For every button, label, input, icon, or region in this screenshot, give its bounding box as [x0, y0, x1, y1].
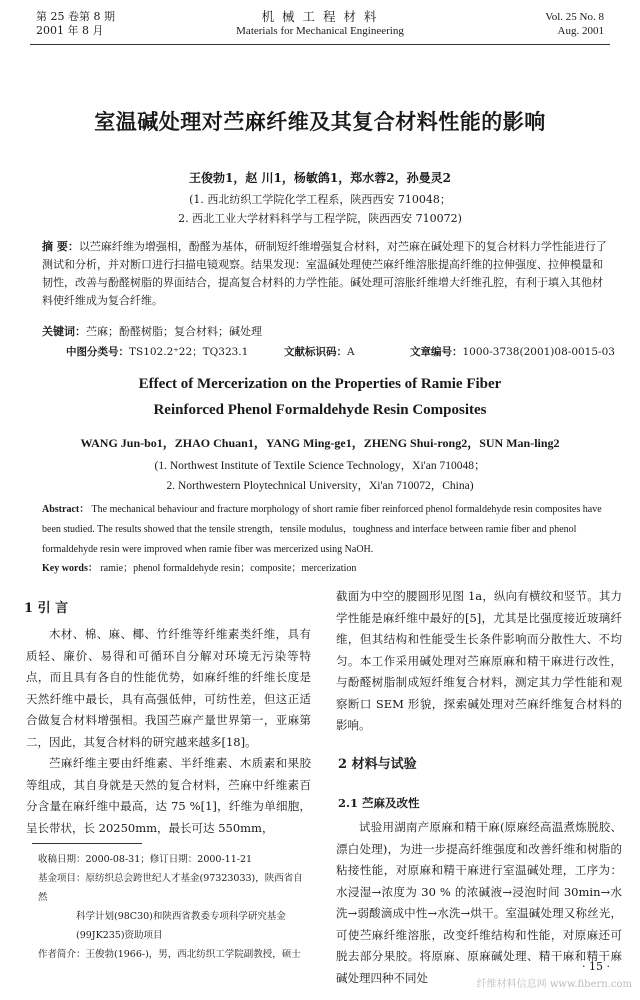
abstract-cn-label: 摘 要： — [42, 240, 79, 253]
right-column-body-2 — [336, 817, 622, 989]
intro-paragraph-3: 截面为中空的腰圆形见图 1a，纵向有横纹和竖节。其力学性能是麻纤维中最好的[5]，尤其是比强度接近玻璃纤维，但其结构和性能受生长条件影响而分散性大、不均匀。本工作采用碱处理对苎麻原麻和精干麻进行改性，与酚醛树脂制成短纤维复合材料，测定其力学性能和观察断口 SEM 形貌，探索碱处理对苎麻纤维复合材料的影响。 — [336, 589, 622, 732]
intro-paragraph-1: 木材、棉、麻、椰、竹纤维等纤维素类纤维，具有质轻、廉价、易得和可循环自分解对环境无污染等特点，而且具有各自的性能优势，如麻纤维的纤维长度是天然纤维中最长，具有高强低伸，可纺性差，但这正适合做复合材料增强相。我国苎麻产量世界第一，亚麻第二，因此，其复合材料的研究越来越多[18]。 — [26, 627, 311, 749]
abstract-en-label: Abstract： — [42, 504, 90, 515]
code-value: A — [347, 346, 355, 358]
materials-paragraph: 试验用湖南产原麻和精干麻(原麻经高温煮炼脱胶、漂白处理)，为进一步提高纤维强度和改善纤维和树脂的粘接性能，对原麻和精干麻进行室温碱处理，工序为：水浸湿→浓度为 30 % 的浓碱液→浸泡时间 30min→水洗→弱酸滴成中性→水洗→烘干。室温碱处理又称丝光，可使苎麻纤维溶胀，改变纤维结构和性能，对原麻还可脱去部分果胶。将原麻、原麻碱处理、精干麻和精干麻碱处理四种不同处 — [336, 820, 622, 985]
affiliation-cn-2: 2. 西北工业大学材料科学与工程学院，陕西西安 710072) — [178, 212, 462, 225]
journal-name-en: Materials for Mechanical Engineering — [236, 25, 404, 37]
journal-date-line: 2001 年 8 月 — [36, 24, 104, 37]
keywords-en-text: ramie；phenol formaldehyde resin；composite；mercerization — [100, 563, 357, 574]
subsection-2-1-title: 2.1 苎麻及改性 — [338, 796, 420, 810]
watermark: 纤维材料信息网 www.fibern.com — [476, 979, 632, 990]
footnote-funding: 基金项目：原纺织总会跨世纪人才基金(97323033)，陕西省自然 — [38, 873, 303, 903]
code-label: 文献标识码： — [284, 346, 347, 358]
id-value: 1000-3738(2001)08-0015-03 — [462, 346, 615, 358]
journal-volume-line: 第 25 卷第 8 期 — [36, 10, 115, 23]
keywords-en-label: Key words： — [42, 563, 98, 574]
footnote-author: 作者简介：王俊勃(1966-)，男，西北纺织工学院副教授，硕士 — [38, 949, 301, 960]
class-value: TS102.2⁺22；TQ323.1 — [129, 346, 249, 358]
abstract-cn-text: 以苎麻纤维为增强相，酚醛为基体，研制短纤维增强复合材料，对苎麻在碱处理下的复合材料力学性能进行了测试和分析，并对断口进行扫描电镜观察。结果发现：室温碱处理使苎麻纤维溶胀提高纤维的拉伸强度、拉伸模量和韧性，改善与酚醛树脂的界面结合，提高复合材料的力学性能。碱处理可溶胀纤维增大纤维孔腔，有利于填入其他材料使纤维成为复合纤维。 — [42, 240, 607, 307]
keywords-cn — [42, 323, 610, 341]
journal-name-cn: 机 械 工 程 材 料 — [261, 9, 379, 24]
document-code — [284, 344, 355, 359]
journal-issue-line: Vol. 25 No. 8 — [545, 11, 604, 23]
journal-name — [0, 10, 640, 38]
id-label: 文章编号： — [410, 346, 463, 358]
header-rule — [30, 44, 610, 45]
authors-en: WANG Jun-bo1，ZHAO Chuan1，YANG Ming-ge1，ZHENG Shui-rong2，SUN Man-ling2 — [80, 436, 560, 450]
section-2-title: 2 材料与试验 — [338, 757, 417, 772]
journal-issue — [545, 10, 604, 38]
affiliation-en-2: 2. Northwestern Ploytechnical University，Xi'an 710072，China) — [166, 480, 474, 492]
affiliation-cn-1: (1. 西北纺织工学院化学工程系，陕西西安 710048； — [189, 193, 451, 206]
left-column-body — [26, 624, 311, 839]
paper-title-en-line2: Reinforced Phenol Formaldehyde Resin Composites — [153, 402, 487, 418]
affiliation-en-1: (1. Northwest Institute of Textile Science Technology，Xi'an 710048； — [154, 460, 486, 472]
keywords-cn-text: 苎麻；酚醛树脂；复合材料；碱处理 — [86, 325, 262, 338]
paper-title-en-line1: Effect of Mercerization on the Properties of Ramie Fiber — [138, 376, 502, 392]
footnote-received: 收稿日期：2000-08-31；修订日期：2000-11-21 — [38, 854, 253, 865]
abstract-en-text: The mechanical behaviour and fracture morphology of short ramie fiber reinforced phenol formaldehyde resin composites have been studied. The results showed that the tensile strength，tensile modulus，toughness and interface between ramie fiber and phenol formaldehyde resin were improved when ramie fiber was mercerized using NaOH. — [42, 504, 602, 555]
intro-paragraph-2: 苎麻纤维主要由纤维素、半纤维素、木质素和果胶等组成，其自身就是天然的复合材料，苎麻中纤维素百分含量在麻纤维中最高，达 75 %[1]，纤维为单细胞，呈长带状，长 20250mm，最长可达 550mm， — [26, 756, 311, 835]
article-id — [410, 344, 615, 359]
section-1-title: 1 引 言 — [24, 601, 69, 616]
journal-month-line: Aug. 2001 — [557, 25, 604, 37]
abstract-cn — [42, 238, 610, 310]
footnote-rule — [32, 843, 142, 844]
authors-cn: 王俊勃1，赵 川1，杨敏鸽1，郑水蓉2，孙曼灵2 — [189, 171, 451, 185]
class-label: 中图分类号： — [66, 346, 129, 358]
keywords-en — [42, 559, 610, 579]
paper-title-cn: 室温碱处理对苎麻纤维及其复合材料性能的影响 — [94, 109, 546, 134]
classification — [66, 344, 248, 359]
footnotes — [38, 850, 310, 964]
keywords-cn-label: 关键词： — [42, 325, 86, 338]
footnote-funding-cont-1: 科学计划(98C30)和陕西省教委专项科学研究基金 — [76, 911, 286, 922]
page-number: · 15 · — [582, 960, 610, 973]
footnote-funding-cont-2: (99JK235)资助项目 — [76, 930, 163, 941]
abstract-en — [42, 500, 610, 560]
right-column-body-1 — [336, 586, 622, 737]
